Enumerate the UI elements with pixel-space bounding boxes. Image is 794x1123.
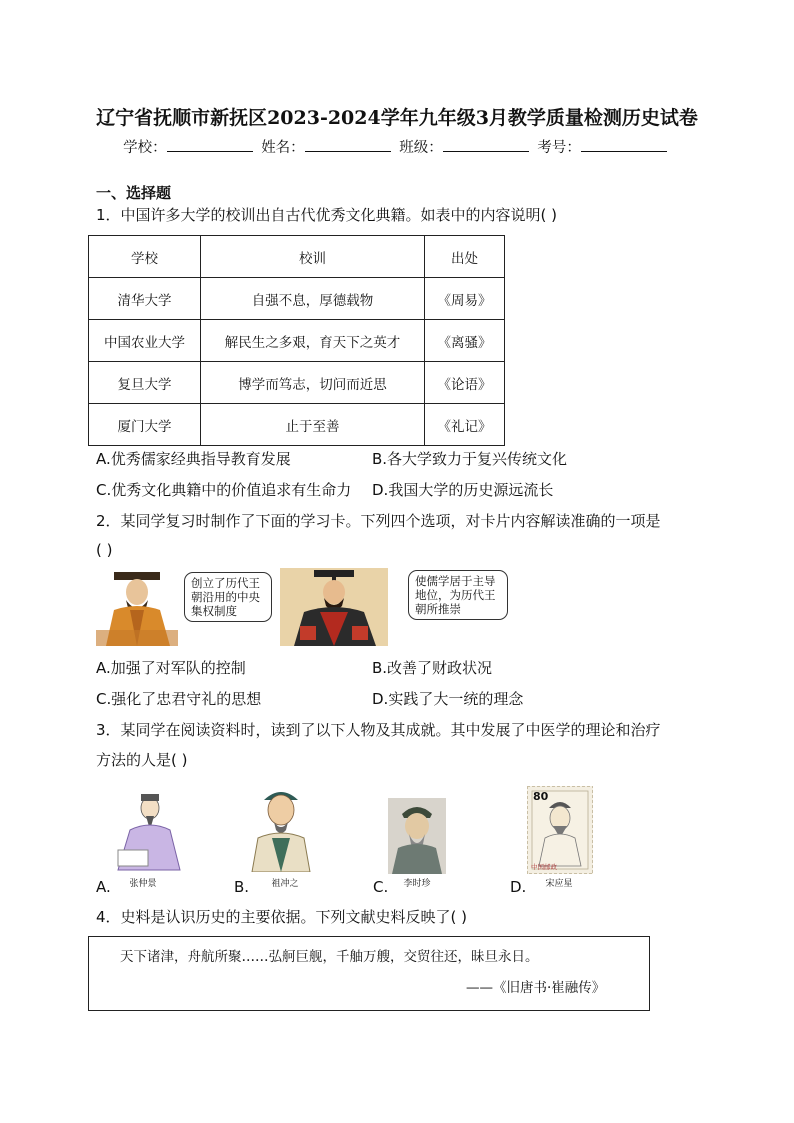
q3-option-a[interactable]: A. xyxy=(96,878,111,896)
table-header: 学校 xyxy=(89,236,201,278)
emperor-han-wudi-figure xyxy=(280,568,388,646)
quote-text: 天下诸津，舟航所聚……弘舸巨舰，千舳万艘，交贸往还，昧旦永日。 xyxy=(120,949,539,965)
name-blank[interactable] xyxy=(305,137,391,152)
number-label: 考号： xyxy=(537,140,581,156)
table-cell: 《离骚》 xyxy=(425,320,505,362)
q2-stem-line1: 2．某同学复习时制作了下面的学习卡。下列四个选项，对卡片内容解读准确的一项是 xyxy=(96,512,661,530)
q1-option-c[interactable]: C.优秀文化典籍中的价值追求有生命力 xyxy=(96,481,352,499)
table-cell: 厦门大学 xyxy=(89,404,201,446)
emperor-qin-figure xyxy=(96,570,178,646)
class-blank[interactable] xyxy=(443,137,529,152)
table-cell: 《礼记》 xyxy=(425,404,505,446)
number-blank[interactable] xyxy=(581,137,667,152)
table-cell: 止于至善 xyxy=(201,404,425,446)
table-cell: 中国农业大学 xyxy=(89,320,201,362)
portrait-label-c: 李时珍 xyxy=(403,879,431,889)
q4-stem: 4．史料是认识历史的主要依据。下列文献史料反映了( ) xyxy=(96,908,468,926)
q1-option-a[interactable]: A.优秀儒家经典指导教育发展 xyxy=(96,450,291,468)
table-cell: 《周易》 xyxy=(425,278,505,320)
table-row xyxy=(89,278,505,320)
table-cell: 《论语》 xyxy=(425,362,505,404)
stamp-country: 中国邮政 xyxy=(531,863,557,871)
q2-option-d[interactable]: D.实践了大一统的理念 xyxy=(372,690,524,708)
section-heading: 一、选择题 xyxy=(96,184,172,202)
table-cell: 复旦大学 xyxy=(89,362,201,404)
school-blank[interactable] xyxy=(167,137,253,152)
exam-title: 辽宁省抚顺市新抚区2023-2024学年九年级3月教学质量检测历史试卷 xyxy=(96,107,698,129)
table-row xyxy=(89,404,505,446)
q1-stem: 1．中国许多大学的校训出自古代优秀文化典籍。如表中的内容说明( ) xyxy=(96,206,558,224)
quote-source: ——《旧唐书·崔融传》 xyxy=(466,980,606,996)
table-cell: 解民生之多艰，育天下之英才 xyxy=(201,320,425,362)
q3-option-c[interactable]: C. xyxy=(373,878,389,896)
portrait-zhang-zhongjing xyxy=(110,790,184,872)
portrait-li-shizhen xyxy=(388,798,446,874)
school-label: 学校： xyxy=(123,140,167,156)
q1-option-b[interactable]: B.各大学致力于复兴传统文化 xyxy=(372,450,568,468)
q2-option-b[interactable]: B.改善了财政状况 xyxy=(372,659,493,677)
portrait-zu-chongzhi xyxy=(248,782,314,872)
q3-option-b[interactable]: B. xyxy=(234,878,250,896)
q3-stem-line2: 方法的人是( ) xyxy=(96,751,188,769)
portrait-label-a: 张仲景 xyxy=(129,879,157,889)
table-header-row xyxy=(89,236,505,278)
table-cell: 博学而笃志，切问而近思 xyxy=(201,362,425,404)
speech-bubble-2: 使儒学居于主导地位，为历代王朝所推崇 xyxy=(408,570,508,620)
table-row xyxy=(89,320,505,362)
stamp-value: 80 xyxy=(533,790,549,803)
class-label: 班级： xyxy=(399,140,443,156)
q3-option-d[interactable]: D. xyxy=(510,878,527,896)
q3-stem-line1: 3．某同学在阅读资料时，读到了以下人物及其成就。其中发展了中医学的理论和治疗 xyxy=(96,721,661,739)
q2-option-c[interactable]: C.强化了忠君守礼的思想 xyxy=(96,690,262,708)
table-header: 出处 xyxy=(425,236,505,278)
portrait-label-b: 祖冲之 xyxy=(271,879,299,889)
q1-option-d[interactable]: D.我国大学的历史源远流长 xyxy=(372,481,554,499)
q2-stem-line2: ( ) xyxy=(96,541,113,559)
student-info-line xyxy=(0,136,794,157)
table-row xyxy=(89,362,505,404)
speech-bubble-1: 创立了历代王朝沿用的中央集权制度 xyxy=(184,572,272,622)
name-label: 姓名： xyxy=(261,140,305,156)
table-header: 校训 xyxy=(201,236,425,278)
table-cell: 清华大学 xyxy=(89,278,201,320)
portrait-label-d: 宋应星 xyxy=(545,879,573,889)
table-cell: 自强不息，厚德载物 xyxy=(201,278,425,320)
q2-option-a[interactable]: A.加强了对军队的控制 xyxy=(96,659,246,677)
motto-table xyxy=(88,235,505,446)
